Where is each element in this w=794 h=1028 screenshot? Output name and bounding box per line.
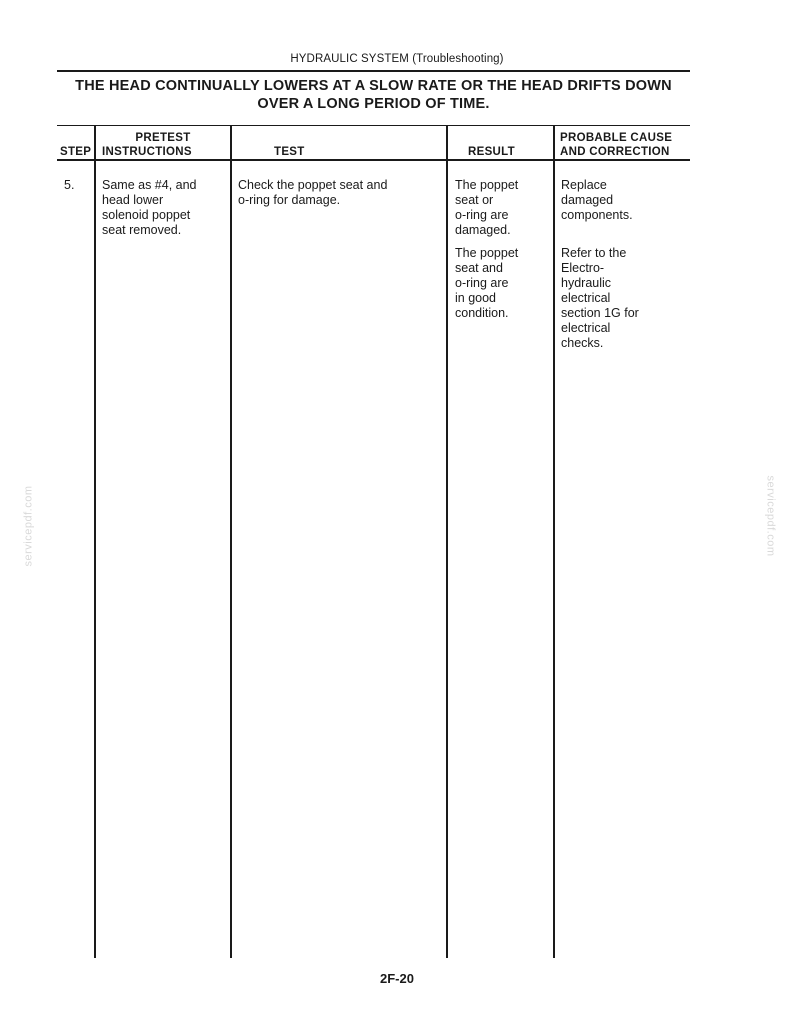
result-line: condition. xyxy=(455,306,509,320)
result-line: o-ring are xyxy=(455,208,509,222)
row-test xyxy=(238,178,387,208)
column-header-pretest xyxy=(96,131,230,159)
pretest-line: solenoid poppet xyxy=(102,208,191,222)
page-title xyxy=(57,77,690,113)
cause-replace-components xyxy=(561,178,633,223)
column-header-pretest-line-2: INSTRUCTIONS xyxy=(102,146,192,158)
page-title-line-1: THE HEAD CONTINUALLY LOWERS AT A SLOW RATE OR THE HEAD DRIFTS DOWN xyxy=(75,78,672,94)
cause-line: Refer to the xyxy=(561,246,627,260)
watermark-right: servicepdf.com xyxy=(764,475,777,557)
column-divider-test xyxy=(446,125,448,958)
test-line: Check the poppet seat and xyxy=(238,178,388,192)
column-divider-result xyxy=(553,125,555,958)
result-line: The poppet xyxy=(455,178,519,192)
result-line: o-ring are xyxy=(455,276,509,290)
cause-line: damaged xyxy=(561,193,614,207)
cause-line: checks. xyxy=(561,336,604,350)
column-header-cause-line-2: AND CORRECTION xyxy=(560,146,670,158)
result-line: seat or xyxy=(455,193,494,207)
pretest-line: Same as #4, and xyxy=(102,178,197,192)
cause-refer-electrical-section xyxy=(561,246,639,351)
column-divider-step xyxy=(94,125,96,958)
column-header-test: TEST xyxy=(274,146,305,158)
column-header-pretest-line-1: PRETEST xyxy=(135,132,191,144)
pretest-line: head lower xyxy=(102,193,164,207)
page-title-line-2: OVER A LONG PERIOD OF TIME. xyxy=(257,96,490,112)
running-head: HYDRAULIC SYSTEM (Troubleshooting) xyxy=(290,53,504,65)
result-good-condition xyxy=(455,246,518,321)
cause-line: section 1G for xyxy=(561,306,639,320)
column-header-cause xyxy=(560,131,672,159)
result-damaged xyxy=(455,178,518,238)
result-line: damaged. xyxy=(455,223,511,237)
watermark-left: servicepdf.com xyxy=(22,485,35,567)
column-header-result: RESULT xyxy=(468,146,515,158)
cause-line: electrical xyxy=(561,291,611,305)
header-rule xyxy=(57,70,690,72)
cause-line: hydraulic xyxy=(561,276,612,290)
cause-line: Electro- xyxy=(561,261,605,275)
page-number: 2F-20 xyxy=(380,971,414,986)
cause-line: electrical xyxy=(561,321,611,335)
cause-line: Replace xyxy=(561,178,607,192)
cause-line: components. xyxy=(561,208,633,222)
test-line: o-ring for damage. xyxy=(238,193,341,207)
result-line: seat and xyxy=(455,261,503,275)
result-line: The poppet xyxy=(455,246,519,260)
column-header-step: STEP xyxy=(60,146,92,158)
result-line: in good xyxy=(455,291,497,305)
row-step-number: 5. xyxy=(64,178,75,192)
table-header-rule xyxy=(57,159,690,161)
pretest-line: seat removed. xyxy=(102,223,182,237)
column-header-cause-line-1: PROBABLE CAUSE xyxy=(560,132,673,144)
table-top-rule xyxy=(57,125,690,126)
row-pretest-instructions xyxy=(102,178,197,238)
column-divider-pretest xyxy=(230,125,232,958)
